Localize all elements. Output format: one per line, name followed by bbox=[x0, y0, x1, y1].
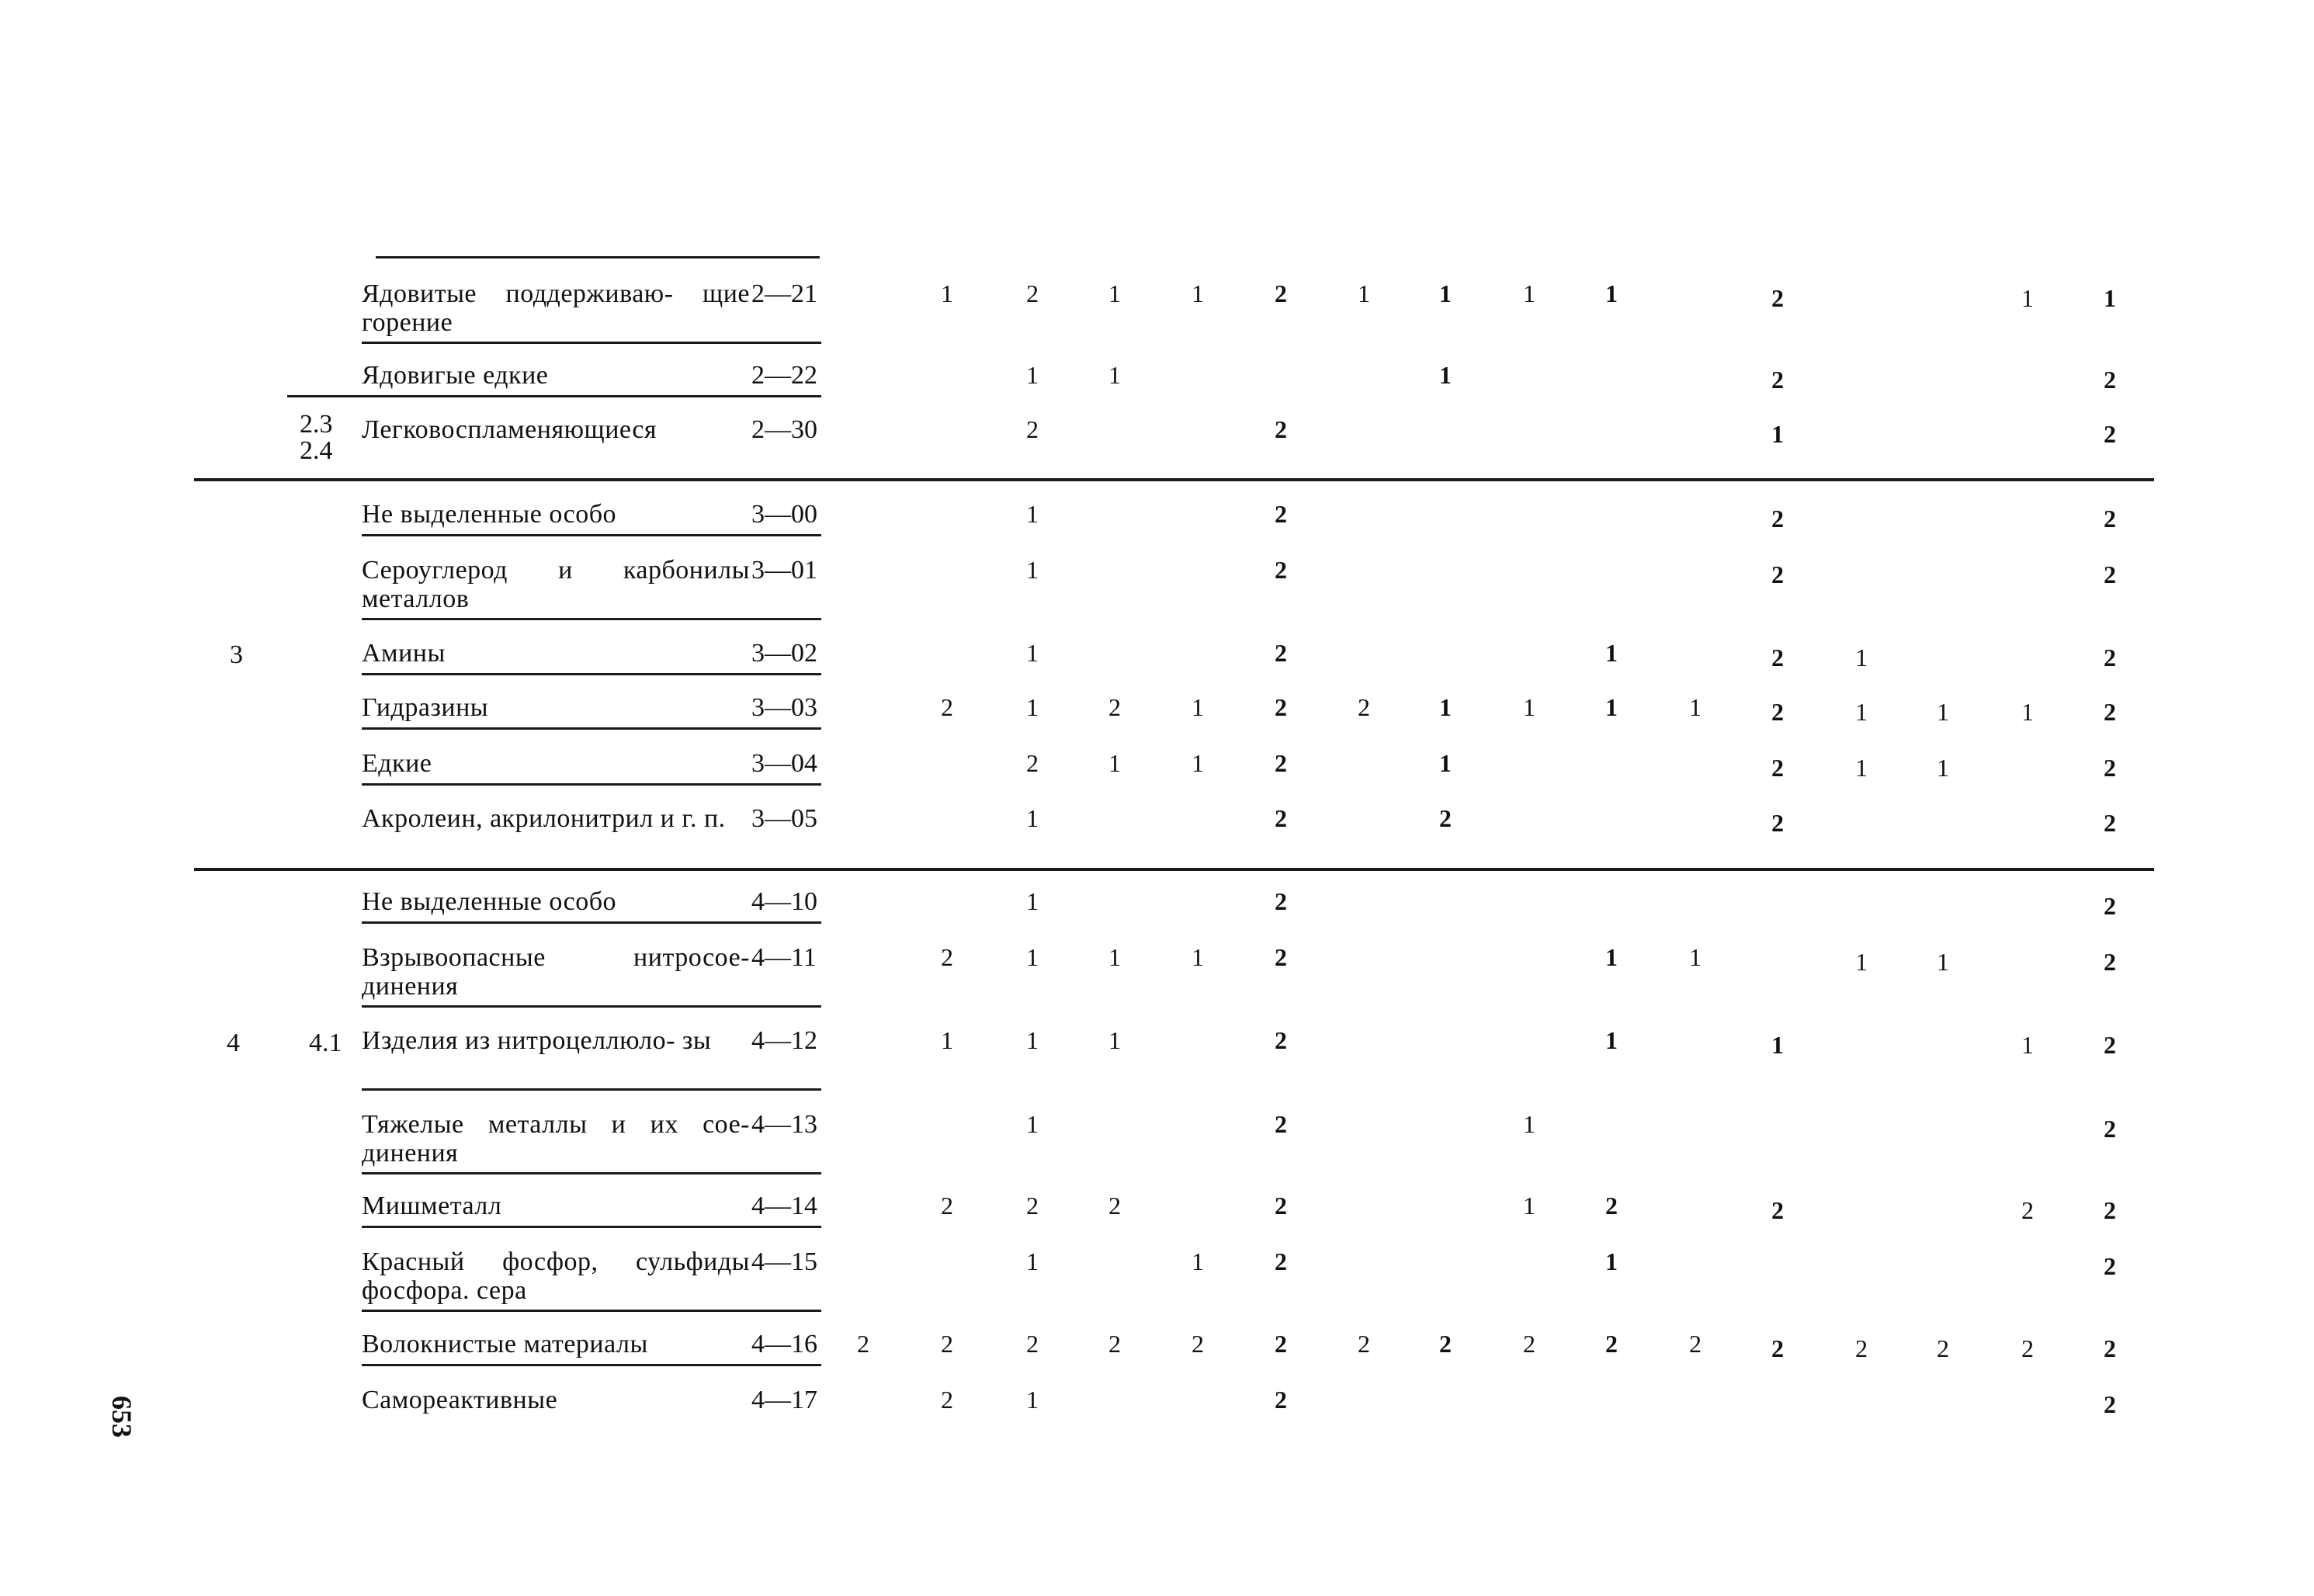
row-name: Гидразины bbox=[362, 693, 489, 722]
value-cell: 2 bbox=[941, 943, 953, 971]
value-cell: 1 bbox=[941, 279, 953, 307]
value-cell: 2 bbox=[941, 1330, 953, 1358]
value-cell: 2 bbox=[1275, 500, 1287, 528]
row-name: Изделия из нитроцеллюло- зы bbox=[362, 1026, 712, 1055]
value-cell: 2 bbox=[1275, 1330, 1287, 1358]
value-cell: 1 bbox=[2021, 284, 2034, 312]
value-cell: 2 bbox=[857, 1330, 869, 1358]
row-underline bbox=[362, 342, 821, 344]
row-code: 3—00 bbox=[751, 500, 817, 529]
value-cell: 1 bbox=[1026, 1110, 1039, 1138]
value-cell: 1 bbox=[1026, 500, 1039, 528]
row-code: 3—05 bbox=[751, 804, 817, 833]
value-cell: 1 bbox=[1523, 693, 1535, 721]
row-underline bbox=[362, 1226, 821, 1228]
value-cell: 1 bbox=[1605, 943, 1618, 971]
value-cell: 2 bbox=[1439, 1330, 1452, 1358]
value-cell: 1 bbox=[1026, 887, 1039, 915]
row-code: 4—14 bbox=[751, 1192, 817, 1220]
value-cell: 2 bbox=[941, 1386, 953, 1414]
value-cell: 2 bbox=[1108, 1330, 1121, 1358]
row-underline bbox=[362, 727, 821, 730]
value-cell: 2 bbox=[1275, 1386, 1287, 1414]
value-cell: 1 bbox=[1523, 1110, 1535, 1138]
value-cell: 2 bbox=[1275, 749, 1287, 777]
value-cell: 2 bbox=[1771, 1196, 1784, 1224]
value-cell: 2 bbox=[1026, 415, 1039, 443]
value-cell: 2 bbox=[1771, 644, 1784, 671]
value-cell: 1 bbox=[1108, 943, 1121, 971]
row-name: Ядовигые едкие bbox=[362, 361, 549, 390]
value-cell: 2 bbox=[1026, 1192, 1039, 1220]
value-cell: 2 bbox=[2104, 892, 2116, 920]
row-code: 4—13 bbox=[751, 1110, 817, 1139]
value-cell: 2 bbox=[2104, 1196, 2116, 1224]
value-cell: 2 bbox=[2104, 1252, 2116, 1280]
value-cell: 2 bbox=[1771, 366, 1784, 394]
section-rule-4 bbox=[194, 868, 2154, 871]
value-cell: 2 bbox=[1275, 887, 1287, 915]
value-cell: 2 bbox=[2104, 505, 2116, 533]
row-underline bbox=[362, 1005, 821, 1008]
row-name: Мишметалл bbox=[362, 1192, 502, 1220]
value-cell: 2 bbox=[2104, 1390, 2116, 1418]
value-cell: 2 bbox=[1358, 693, 1370, 721]
row-underline bbox=[362, 618, 821, 620]
value-cell: 2 bbox=[1108, 693, 1121, 721]
value-cell: 2 bbox=[941, 693, 953, 721]
row-code: 3—03 bbox=[751, 693, 817, 722]
row-name: Тяжелые металлы и их сое- динения bbox=[362, 1110, 750, 1168]
row-underline bbox=[362, 673, 821, 675]
top-rule bbox=[376, 256, 820, 258]
value-cell: 1 bbox=[1523, 1192, 1535, 1220]
row-name: Взрывоопасные нитросое- динения bbox=[362, 943, 750, 1001]
row-code: 4—10 bbox=[751, 887, 817, 916]
page-number: 653 bbox=[106, 1396, 137, 1438]
value-cell: 1 bbox=[1026, 1026, 1039, 1054]
row-code: 4—12 bbox=[751, 1026, 817, 1055]
value-cell: 1 bbox=[1855, 948, 1868, 976]
value-cell: 2 bbox=[1275, 943, 1287, 971]
row-name: Акролеин, акрилонитрил и г. п. bbox=[362, 804, 726, 833]
subclass-label: 2.3 2.4 bbox=[300, 410, 333, 465]
value-cell: 1 bbox=[1108, 1026, 1121, 1054]
value-cell: 1 bbox=[1937, 754, 1949, 782]
value-cell: 1 bbox=[1771, 420, 1784, 448]
value-cell: 2 bbox=[1771, 505, 1784, 533]
value-cell: 2 bbox=[1275, 693, 1287, 721]
value-cell: 2 bbox=[2104, 1334, 2116, 1362]
value-cell: 2 bbox=[2104, 560, 2116, 588]
row-name: Ядовитые поддерживаю- щие горение bbox=[362, 279, 750, 337]
value-cell: 1 bbox=[1605, 639, 1618, 667]
value-cell: 2 bbox=[1026, 1330, 1039, 1358]
row-name: Волокнистые материалы bbox=[362, 1330, 648, 1358]
value-cell: 2 bbox=[1771, 698, 1784, 726]
row-code: 2—22 bbox=[751, 361, 817, 390]
value-cell: 2 bbox=[1192, 1330, 1204, 1358]
value-cell: 1 bbox=[2021, 698, 2034, 726]
value-cell: 2 bbox=[1855, 1334, 1868, 1362]
value-cell: 2 bbox=[1108, 1192, 1121, 1220]
row-code: 4—11 bbox=[751, 943, 817, 972]
value-cell: 2 bbox=[2104, 809, 2116, 837]
value-cell: 1 bbox=[1439, 279, 1452, 307]
value-cell: 1 bbox=[1937, 698, 1949, 726]
row-name: Не выделенные особо bbox=[362, 887, 617, 916]
value-cell: 1 bbox=[1026, 804, 1039, 832]
value-cell: 2 bbox=[2104, 644, 2116, 671]
row-underline bbox=[362, 921, 821, 924]
value-cell: 1 bbox=[1192, 279, 1204, 307]
value-cell: 1 bbox=[1358, 279, 1370, 307]
value-cell: 2 bbox=[941, 1192, 953, 1220]
class-label: 4 bbox=[227, 1029, 240, 1057]
value-cell: 2 bbox=[2104, 420, 2116, 448]
value-cell: 1 bbox=[1689, 693, 1702, 721]
value-cell: 2 bbox=[1771, 754, 1784, 782]
value-cell: 1 bbox=[1026, 943, 1039, 971]
value-cell: 2 bbox=[1275, 1192, 1287, 1220]
value-cell: 1 bbox=[1439, 693, 1452, 721]
section-rule-3 bbox=[194, 478, 2154, 481]
value-cell: 2 bbox=[1275, 1247, 1287, 1275]
value-cell: 2 bbox=[1605, 1192, 1618, 1220]
value-cell: 2 bbox=[1771, 1334, 1784, 1362]
value-cell: 1 bbox=[1605, 1247, 1618, 1275]
value-cell: 1 bbox=[1026, 693, 1039, 721]
value-cell: 2 bbox=[1026, 279, 1039, 307]
row-code: 4—16 bbox=[751, 1330, 817, 1358]
row-code: 3—01 bbox=[751, 556, 817, 585]
value-cell: 2 bbox=[1275, 639, 1287, 667]
row-underline bbox=[362, 1364, 821, 1366]
value-cell: 2 bbox=[1937, 1334, 1949, 1362]
value-cell: 1 bbox=[1855, 754, 1868, 782]
value-cell: 2 bbox=[2104, 948, 2116, 976]
value-cell: 1 bbox=[1523, 279, 1535, 307]
row-code: 4—15 bbox=[751, 1247, 817, 1276]
value-cell: 2 bbox=[1771, 284, 1784, 312]
value-cell: 2 bbox=[2021, 1196, 2034, 1224]
value-cell: 1 bbox=[1605, 1026, 1618, 1054]
value-cell: 2 bbox=[2104, 366, 2116, 394]
row-underline bbox=[362, 1088, 821, 1091]
row-underline bbox=[362, 783, 821, 786]
value-cell: 1 bbox=[1026, 1386, 1039, 1414]
value-cell: 1 bbox=[1026, 639, 1039, 667]
value-cell: 2 bbox=[2104, 754, 2116, 782]
value-cell: 2 bbox=[1275, 415, 1287, 443]
row-name: Красный фосфор, сульфиды фосфора. сера bbox=[362, 1247, 750, 1305]
value-cell: 2 bbox=[1689, 1330, 1702, 1358]
value-cell: 1 bbox=[1605, 693, 1618, 721]
value-cell: 1 bbox=[1108, 279, 1121, 307]
value-cell: 1 bbox=[1108, 749, 1121, 777]
value-cell: 1 bbox=[1937, 948, 1949, 976]
value-cell: 1 bbox=[1026, 556, 1039, 584]
value-cell: 1 bbox=[1192, 943, 1204, 971]
row-name: Не выделенные особо bbox=[362, 500, 617, 529]
row-name: Сероуглерод и карбонилы металлов bbox=[362, 556, 750, 613]
row-underline bbox=[362, 1310, 821, 1312]
value-cell: 2 bbox=[1523, 1330, 1535, 1358]
value-cell: 1 bbox=[2104, 284, 2116, 312]
value-cell: 1 bbox=[1439, 749, 1452, 777]
value-cell: 2 bbox=[1275, 1110, 1287, 1138]
row-code: 3—02 bbox=[751, 639, 817, 668]
row-code: 4—17 bbox=[751, 1386, 817, 1414]
row-name: Легковоспламеняющиеся bbox=[362, 415, 657, 444]
row-underline bbox=[287, 395, 821, 397]
row-name: Самореактивные bbox=[362, 1386, 558, 1414]
value-cell: 2 bbox=[1605, 1330, 1618, 1358]
value-cell: 2 bbox=[1275, 556, 1287, 584]
value-cell: 1 bbox=[1439, 361, 1452, 389]
row-code: 2—30 bbox=[751, 415, 817, 444]
value-cell: 1 bbox=[1026, 361, 1039, 389]
subclass-label: 4.1 bbox=[309, 1029, 342, 1057]
value-cell: 2 bbox=[2021, 1334, 2034, 1362]
value-cell: 1 bbox=[1192, 749, 1204, 777]
value-cell: 1 bbox=[1026, 1247, 1039, 1275]
value-cell: 1 bbox=[1192, 693, 1204, 721]
row-name: Амины bbox=[362, 639, 446, 668]
value-cell: 2 bbox=[1275, 1026, 1287, 1054]
value-cell: 1 bbox=[1689, 943, 1702, 971]
row-code: 3—04 bbox=[751, 749, 817, 778]
value-cell: 2 bbox=[1026, 749, 1039, 777]
value-cell: 1 bbox=[1855, 698, 1868, 726]
value-cell: 2 bbox=[1358, 1330, 1370, 1358]
row-code: 2—21 bbox=[751, 279, 817, 308]
value-cell: 1 bbox=[1192, 1247, 1204, 1275]
row-underline bbox=[362, 1172, 821, 1174]
value-cell: 1 bbox=[2021, 1031, 2034, 1059]
row-underline bbox=[362, 534, 821, 536]
value-cell: 1 bbox=[1771, 1031, 1784, 1059]
value-cell: 2 bbox=[1771, 560, 1784, 588]
value-cell: 2 bbox=[1771, 809, 1784, 837]
value-cell: 2 bbox=[2104, 1031, 2116, 1059]
value-cell: 2 bbox=[2104, 698, 2116, 726]
class-label: 3 bbox=[230, 640, 243, 669]
value-cell: 1 bbox=[1855, 644, 1868, 671]
value-cell: 2 bbox=[2104, 1115, 2116, 1143]
value-cell: 1 bbox=[1108, 361, 1121, 389]
row-name: Едкие bbox=[362, 749, 432, 778]
value-cell: 2 bbox=[1439, 804, 1452, 832]
value-cell: 1 bbox=[1605, 279, 1618, 307]
value-cell: 2 bbox=[1275, 279, 1287, 307]
value-cell: 2 bbox=[1275, 804, 1287, 832]
value-cell: 1 bbox=[941, 1026, 953, 1054]
